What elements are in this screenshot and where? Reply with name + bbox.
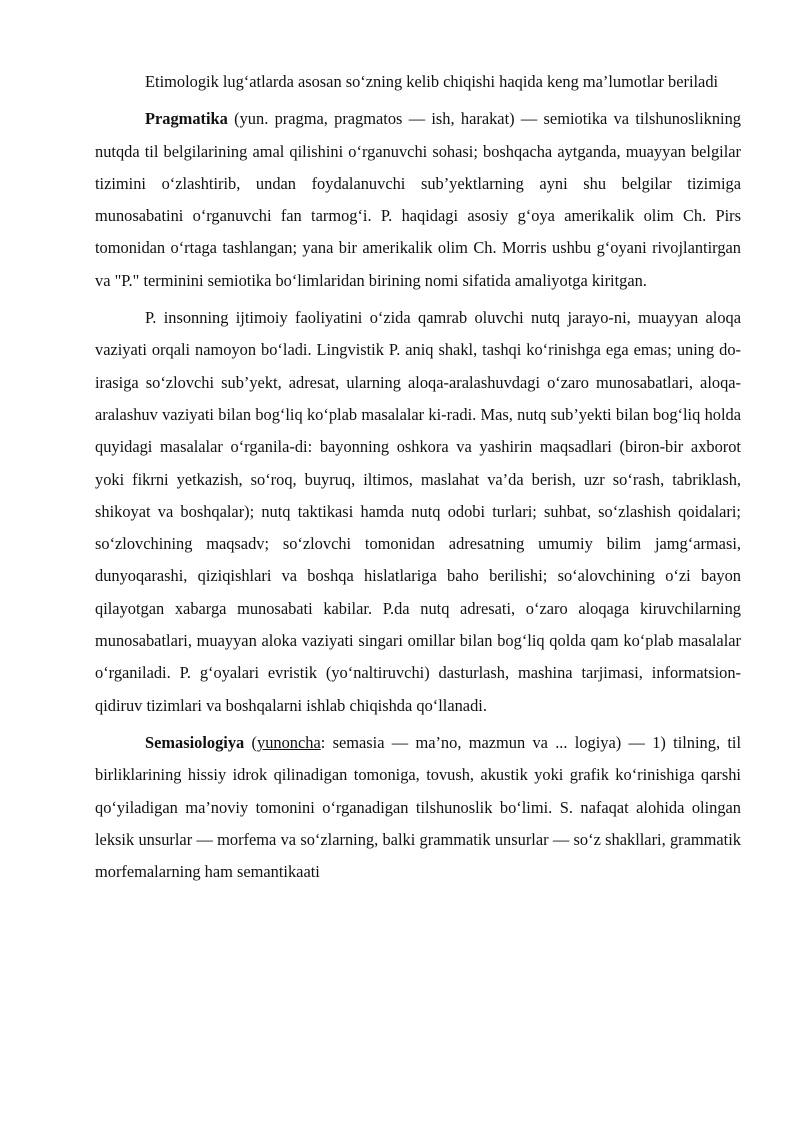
yunoncha-link[interactable]: yunoncha — [257, 732, 321, 752]
paragraph-etymology — [95, 66, 741, 98]
document-page — [95, 66, 741, 893]
paragraph-text-prefix: ( — [244, 732, 258, 752]
term-pragmatika: Pragmatika — [145, 109, 228, 129]
paragraph-semasiologiya — [95, 727, 741, 888]
paragraph-text: (yun. pragma, pragmatos — ish, harakat) — semiotika va tilshunoslikning nutqda til belgilarining amal qilishini o‘rganuvchi sohasi; boshqacha aytganda, muayyan belgilar tizimini o‘zlashtirib, undan foydalanuvchi sub’yektlarning ayni shu belgilar tizimiga munosabatini o‘rganuvchi fan tarmog‘i. P. haqidagi asosiy g‘oya amerikalik olim Ch. Pirs tomonidan o‘rtaga tashlangan; yana bir amerikalik olim Ch. Morris ushbu g‘oyani rivojlantirgan va "P." terminini semiotika bo‘limlaridan birining nomi sifatida amaliyotga kiritgan. — [95, 109, 741, 290]
paragraph-pragmatics-detail — [95, 302, 741, 722]
paragraph-pragmatika — [95, 103, 741, 297]
term-semasiologiya: Semasiologiya — [145, 732, 245, 752]
paragraph-text: : semasia — ma’no, mazmun va ... logiya) — 1) tilning, til birliklarining hissiy idrok qilinadigan tomoniga, tovush, akustik yoki grafik ko‘rinishiga qarshi qo‘yiladigan ma’noviy tomonini o‘rganadigan tilshunoslik bo‘limi. S. nafaqat alohida olingan leksik unsurlar — morfema va so‘zlarning, balki grammatik unsurlar — so‘z shakllari, grammatik morfemalarning ham semantikaati — [95, 732, 741, 882]
paragraph-text: Etimologik lug‘atlarda asosan so‘zning kelib chiqishi haqida keng ma’lumotlar beriladi — [145, 72, 719, 91]
paragraph-text: P. insonning ijtimoiy faoliyatini o‘zida qamrab oluvchi nutq jarayo-ni, muayyan aloqa vaziyati orqali namoyon bo‘ladi. Lingvistik P. aniq shakl, tashqi ko‘rinishga ega emas; uning do-irasiga so‘zlovchi sub’yekt, adresat, ularning aloqa-aralashuvdagi o‘zaro munosabatlari, aloqa-aralashuv vaziyati bilan bog‘liq ko‘plab masalalar ki-radi. Mas, nutq sub’yekti bilan bog‘liq holda quyidagi masalalar o‘rganila-di: bayonning oshkora va yashirin maqsadlari (biron-bir axborot yoki fikrni yetkazish, so‘roq, buyruq, iltimos, maslahat va’da berish, uzr so‘rash, tabriklash, shikoyat va boshqalar); nutq taktikasi hamda nutq odobi turlari; suhbat, so‘zlashish qoidalari; so‘zlovchining maqsadv; so‘zlovchi tomonidan adresatning umumiy bilim jamg‘armasi, dunyoqarashi, qiziqishlari va boshqa hislatlariga baho berilishi; so‘alovchining o‘zi bayon qilayotgan xabarga munosabati kabilar. P.da nutq adresati, o‘zaro aloqaga kiruvchilarning munosabatlari, muayyan aloka vaziyati singari omillar bilan bog‘liq qolda qam ko‘plab masalalar o‘rganiladi. P. g‘oyalari evristik (yo‘naltiruvchi) dasturlash, mashina tarjimasi, informatsion-qidiruv tizimlari va boshqalarni ishlab chiqishda qo‘llanadi. — [95, 308, 741, 715]
